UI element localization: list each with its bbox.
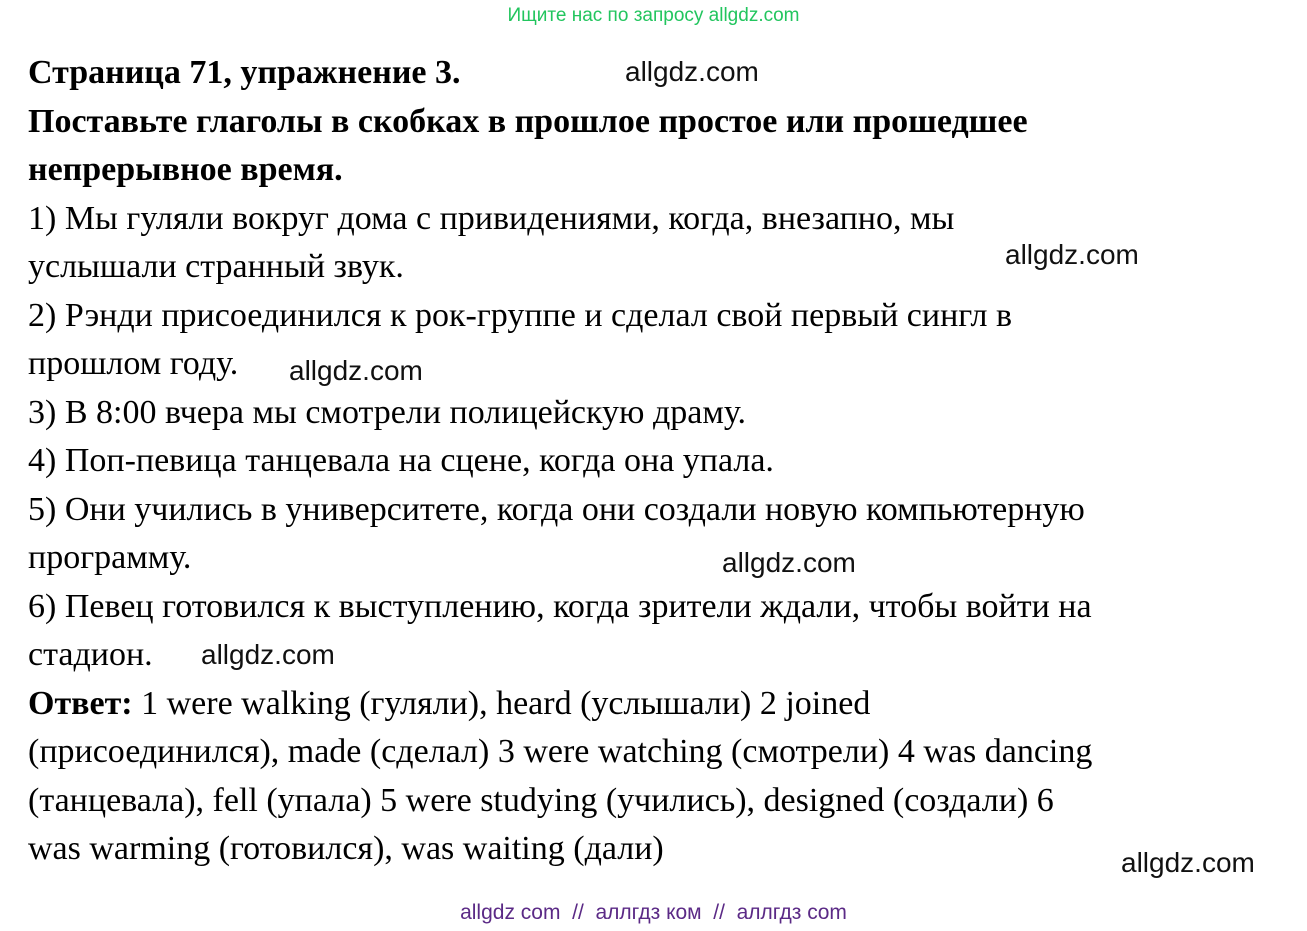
- answer-line-2: (присоединился), made (сделал) 3 were watching (смотрели) 4 was dancing: [28, 733, 1093, 770]
- watermark: allgdz.com: [722, 547, 856, 578]
- watermark: allgdz.com: [201, 639, 335, 670]
- item-2-line-2: прошлом году.: [28, 345, 239, 382]
- answer-line-3: (танцевала), fell (упала) 5 were studying (учились), designed (создали) 6: [28, 781, 1054, 819]
- item-2-line-1: 2) Рэнди присоединился к рок-группе и сделал свой первый сингл в: [28, 296, 1013, 334]
- watermark: allgdz.com: [1005, 239, 1139, 270]
- item-6-line-2: стадион.: [28, 636, 153, 673]
- item-4-line-1: 4) Поп-певица танцевала на сцене, когда она упала.: [28, 442, 774, 479]
- watermark: allgdz.com: [1121, 847, 1255, 878]
- top-banner: Ищите нас по запросу allgdz.com: [507, 5, 800, 26]
- item-1-line-2: услышали странный звук.: [28, 248, 404, 285]
- exercise-document: [28, 49, 1293, 874]
- exercise-instruction-line-2: непрерывное время.: [28, 151, 343, 188]
- footer-link-text[interactable]: allgdz com // аллгдз ком // аллгдз com: [460, 901, 847, 924]
- exercise-instruction-line-1: Поставьте глаголы в скобках в прошлое простое или прошедшее: [28, 102, 1028, 140]
- item-1-line-1: 1) Мы гуляли вокруг дома с привидениями, когда, внезапно, мы: [28, 199, 955, 237]
- answer-line-1-text: 1 were walking (гуляли), heard (услышали) 2 joined: [132, 684, 871, 722]
- answer-line-4: was warming (готовился), was waiting (дали): [28, 830, 664, 867]
- answer-label: Ответ:: [28, 684, 133, 722]
- exercise-title: Страница 71, упражнение 3.: [28, 54, 461, 91]
- item-6-line-1: 6) Певец готовился к выступлению, когда зрители ждали, чтобы войти на: [28, 587, 1092, 625]
- answer-line-1: [28, 680, 1293, 729]
- item-3-line-1: 3) В 8:00 вчера мы смотрели полицейскую драму.: [28, 393, 746, 431]
- watermark: allgdz.com: [625, 56, 759, 87]
- item-5-line-2: программу.: [28, 539, 192, 576]
- item-5-line-1: 5) Они учились в университете, когда они создали новую компьютерную: [28, 490, 1085, 528]
- watermark: allgdz.com: [289, 355, 423, 386]
